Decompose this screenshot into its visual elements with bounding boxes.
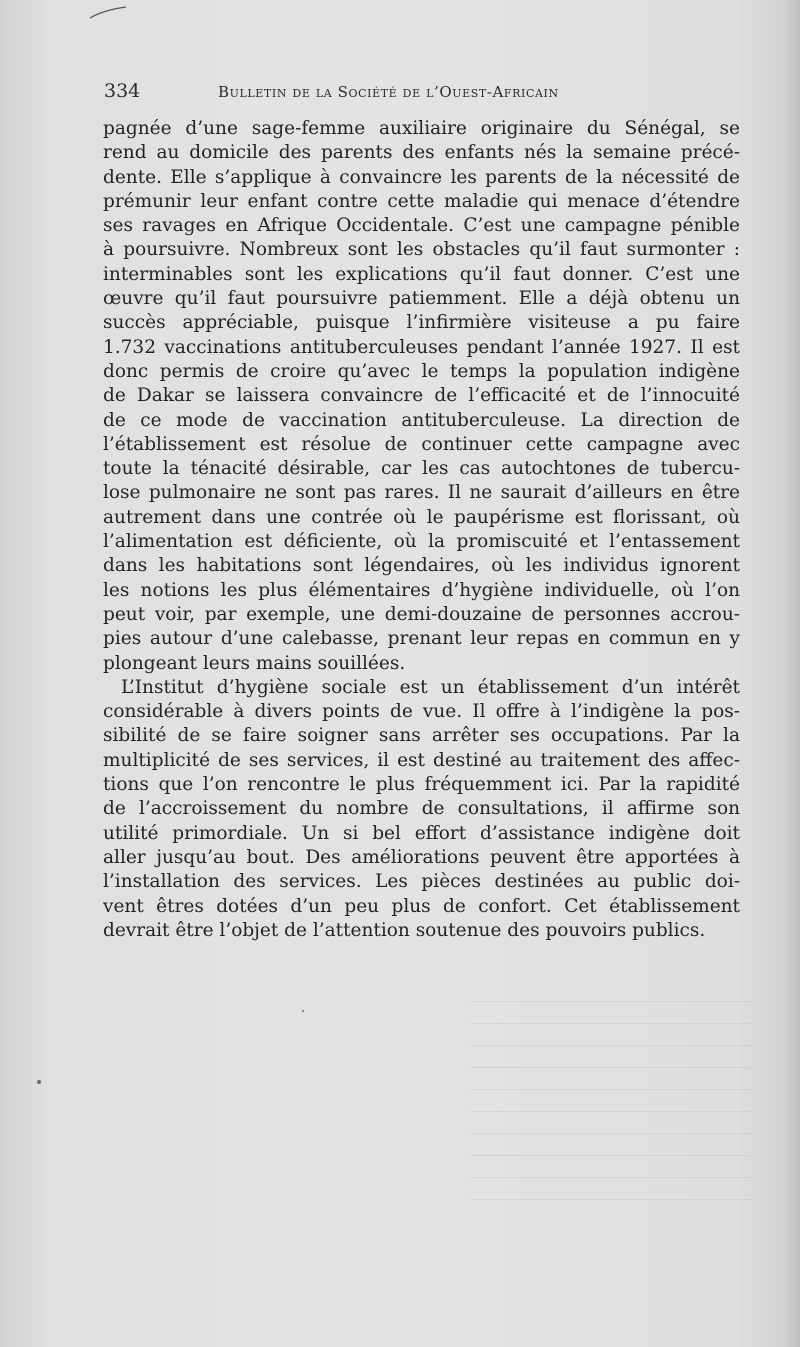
paragraph-start-line: L’Institut d’hygiène sociale est un établissement d’un intérêt — [121, 676, 740, 698]
text-line: de ce mode de vaccination antituberculeuse. La direction de — [103, 409, 740, 431]
text-line: à poursuivre. Nombreux sont les obstacles qu’il faut surmonter : — [103, 239, 740, 261]
text-line: interminables sont les explications qu’il faut donner. C’est une — [103, 263, 740, 285]
text-line: l’installation des services. Les pièces destinées au public doi- — [103, 871, 740, 893]
text-line: lose pulmonaire ne sont pas rares. Il ne saurait d’ailleurs en être — [103, 482, 740, 504]
text-line: toute la ténacité désirable, car les cas autochtones de tubercu- — [103, 458, 740, 480]
text-line: dans les habitations sont légendaires, où les individus ignorent — [103, 555, 740, 577]
text-line: pies autour d’une calebasse, prenant leur repas en commun en y — [103, 628, 740, 650]
paragraph-end-line: devrait être l’objet de l’attention soutenue des pouvoirs publics. — [103, 919, 706, 941]
body-text — [103, 117, 740, 943]
text-line: sibilité de se faire soigner sans arrêter ses occupations. Par la — [103, 725, 740, 747]
running-header — [104, 80, 744, 110]
binding-shadow — [782, 0, 800, 1347]
text-line: l’établissement est résolue de continuer cette campagne avec — [103, 433, 740, 455]
page-number: 334 — [104, 80, 141, 102]
pen-mark — [88, 6, 128, 20]
text-line: succès appréciable, puisque l’infirmière visiteuse a pu faire — [103, 312, 740, 334]
text-line: 1.732 vaccinations antituberculeuses pendant l’année 1927. Il est — [103, 336, 740, 358]
paper-speck — [302, 1010, 304, 1012]
show-through — [470, 1000, 750, 1200]
text-line: vent êtres dotées d’un peu plus de confort. Cet établissement — [103, 895, 740, 917]
text-line: de l’accroissement du nombre de consultations, il affirme son — [103, 798, 740, 820]
text-line: dente. Elle s’applique à convaincre les parents de la nécessité de — [103, 166, 740, 188]
text-line: ses ravages en Afrique Occidentale. C’est une campagne pénible — [103, 215, 740, 237]
text-line: de Dakar se laissera convaincre de l’efficacité et de l’innocuité — [103, 385, 740, 407]
text-line: donc permis de croire qu’avec le temps la population indigène — [103, 360, 740, 382]
running-title: Bulletin de la Société de l’Ouest-Africain — [218, 83, 559, 101]
text-line: multiplicité de ses services, il est destiné au traitement des affec- — [103, 749, 740, 771]
text-line: autrement dans une contrée où le paupérisme est florissant, où — [103, 506, 740, 528]
text-line: tions que l’on rencontre le plus fréquemment ici. Par la rapidité — [103, 774, 740, 796]
paragraph-end-line: plongeant leurs mains souillées. — [103, 652, 406, 674]
text-line: peut voir, par exemple, une demi-douzaine de personnes accrou- — [103, 603, 740, 625]
text-line: prémunir leur enfant contre cette maladie qui menace d’étendre — [103, 190, 740, 212]
text-line: les notions les plus élémentaires d’hygiène individuelle, où l’on — [103, 579, 740, 601]
paper-speck — [37, 1080, 41, 1084]
text-line: pagnée d’une sage-femme auxiliaire originaire du Sénégal, se — [103, 118, 740, 139]
text-line: considérable à divers points de vue. Il offre à l’indigène la pos- — [103, 701, 740, 723]
text-line: utilité primordiale. Un si bel effort d’assistance indigène doit — [103, 822, 740, 844]
text-line: l’alimentation est déficiente, où la promiscuité et l’entassement — [103, 531, 740, 553]
text-line: aller jusqu’au bout. Des améliorations peuvent être apportées à — [103, 846, 740, 868]
text-line: œuvre qu’il faut poursuivre patiemment. Elle a déjà obtenu un — [103, 288, 740, 310]
text-line: rend au domicile des parents des enfants nés la semaine précé- — [103, 142, 740, 164]
